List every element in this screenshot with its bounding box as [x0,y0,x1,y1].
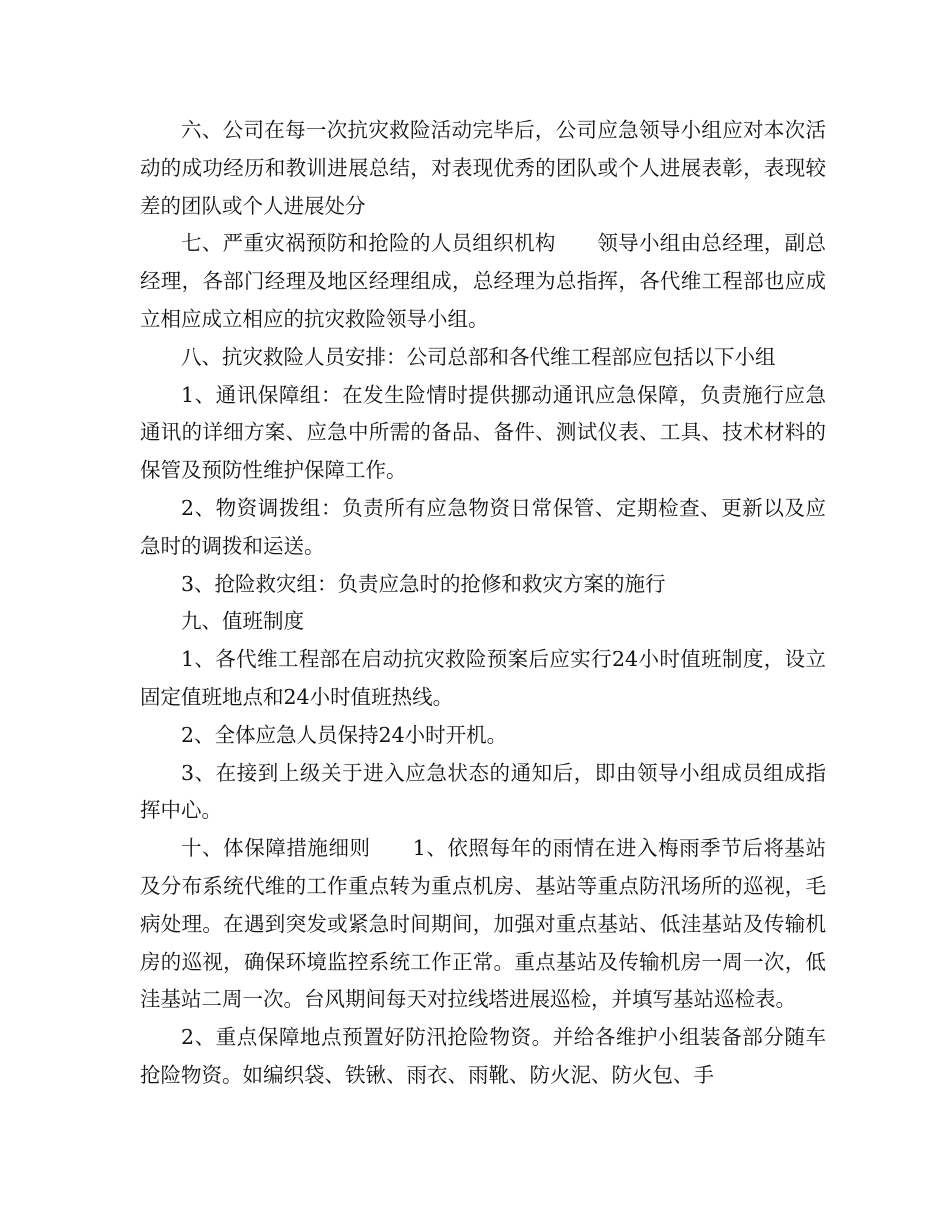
document-body [140,112,826,1095]
paragraph-8-staffing: 八、抗灾救险人员安排：公司总部和各代维工程部应包括以下小组 [181,344,776,369]
paragraph-8-1-comms-group: 1、通讯保障组：在发生险情时提供挪动通讯应急保障，负责施行应急通讯的详细方案、应急中所需的备品、备件、测试仪表、工具、技术材料的保管及预防性维护保障工作。 [140,382,826,483]
paragraph-9-2-phones-on: 2、全体应急人员保持24小时开机。 [181,722,508,747]
paragraph-10-safeguard-measures: 十、体保障措施细则 1、依照每年的雨情在进入梅雨季节后将基站及分布系统代维的工作重点转为重点机房、基站等重点防汛场所的巡视，毛病处理。在遇到突发或紧急时间期间，加强对重点基站、低洼基站及传输机房的巡视，确保环境监控系统工作正常。重点基站及传输机房一周一次，低洼基站二周一次。台风期间每天对拉线塔进展巡检，并填写基站巡检表。 [140,836,826,1012]
paragraph-6-summary: 六、公司在每一次抗灾救险活动完毕后，公司应急领导小组应对本次活动的成功经历和教训进展总结，对表现优秀的团队或个人进展表彰，表现较差的团队或个人进展处分 [140,118,826,218]
paragraph-7-organization: 七、严重灾祸预防和抢险的人员组织机构 领导小组由总经理，副总经理，各部门经理及地区经理组成，总经理为总指挥，各代维工程部也应成立相应成立相应的抗灾救险领导小组。 [140,231,826,331]
paragraph-9-3-command-center: 3、在接到上级关于进入应急状态的通知后，即由领导小组成员组成指挥中心。 [140,760,826,823]
paragraph-9-duty-system: 九、值班制度 [181,609,304,634]
paragraph-10-2-flood-supplies: 2、重点保障地点预置好防汛抢险物资。并给各维护小组装备部分随车抢险物资。如编织袋、铁锹、雨衣、雨靴、防火泥、防火包、手 [140,1025,826,1087]
paragraph-8-2-supplies-group: 2、物资调拨组：负责所有应急物资日常保管、定期检查、更新以及应急时的调拨和运送。 [140,495,826,558]
paragraph-9-1-24h-duty: 1、各代维工程部在启动抗灾救险预案后应实行24小时值班制度，设立固定值班地点和24小时值班热线。 [140,647,826,709]
paragraph-8-3-rescue-group: 3、抢险救灾组：负责应急时的抢修和救灾方案的施行 [181,571,666,596]
